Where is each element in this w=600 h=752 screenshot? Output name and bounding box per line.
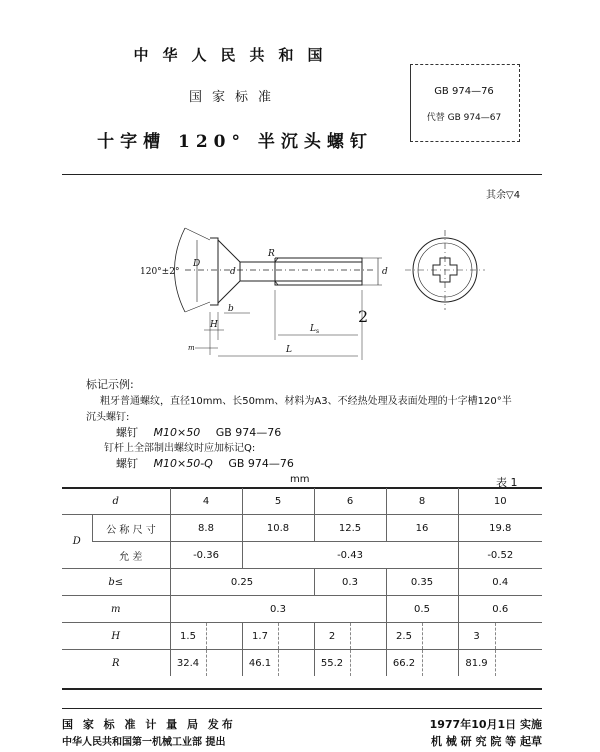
b-cell: 0.3 (314, 569, 386, 596)
d-inner-label: d (230, 267, 236, 277)
example-line1: 粗牙普通螺纹，直径10mm、长50mm、材料为A3、不经热处理及表面处理的十字槽120°半 (100, 396, 512, 407)
row-D-nominal (62, 515, 542, 542)
example-heading: 标记示例: (86, 378, 134, 391)
m-cell: 0.6 (458, 596, 542, 623)
R-cell: 32.4 (170, 650, 206, 677)
d-label: d (382, 267, 388, 277)
mark2-prefix: 螺钉 (116, 457, 138, 470)
D-nominal-cell: 19.8 (458, 515, 542, 542)
b-cell: 0.35 (386, 569, 458, 596)
b-cell: 0.4 (458, 569, 542, 596)
implementation-date: 1977年10月1日 实施 (429, 718, 542, 731)
H-cell: 2 (314, 623, 350, 650)
roughness-note: 其余▽4 (486, 190, 521, 201)
L-label: L (286, 345, 292, 355)
R-cell: 55.2 (314, 650, 350, 677)
row-b (62, 569, 542, 596)
mark2-std: GB 974—76 (228, 457, 294, 470)
Ls-label: L (310, 324, 316, 334)
D-nominal-cell: 16 (386, 515, 458, 542)
m-label: m (188, 344, 195, 352)
D-tol-cell: -0.36 (170, 542, 242, 569)
angle-label: 120°±2° (140, 267, 180, 277)
example-note: 钉杆上全部制出螺纹时应加标记Q: (104, 443, 256, 454)
nominal-label: 公 称 尺 寸 (92, 515, 170, 542)
D-header: D (62, 515, 92, 569)
R-cell: 66.2 (386, 650, 422, 677)
page-title: 十字槽 120° 半沉头螺钉 (97, 132, 373, 152)
m-cell: 0.5 (386, 596, 458, 623)
standard-replaces: 代替 GB 974—67 (426, 113, 502, 123)
row-m (62, 596, 542, 623)
d-cell: 4 (170, 488, 242, 515)
H-cell: 3 (458, 623, 495, 650)
row-H (62, 623, 542, 650)
H-cell: 1.5 (170, 623, 206, 650)
D-label: D (193, 259, 201, 269)
table-unit: mm (290, 474, 310, 485)
screw-head-top (210, 238, 218, 305)
D-nominal-cell: 12.5 (314, 515, 386, 542)
table-bottom-rule (62, 688, 542, 690)
example-mark2 (116, 455, 294, 472)
row-R (62, 650, 542, 677)
R-label: R (268, 249, 275, 259)
issuer: 国 家 标 准 计 量 局 发布 (62, 718, 236, 731)
footer-rule (62, 708, 542, 709)
header-rule (62, 174, 542, 175)
d-header: d (112, 495, 119, 507)
D-tol-cell: -0.52 (458, 542, 542, 569)
d-cell: 6 (314, 488, 386, 515)
mark1-prefix: 螺钉 (116, 426, 138, 439)
R-header: R (62, 650, 170, 677)
D-nominal-cell: 8.8 (170, 515, 242, 542)
proposer: 中华人民共和国第一机械工业部 提出 (62, 737, 226, 748)
tolerance-label: 允 差 (92, 542, 170, 569)
d-cell: 5 (242, 488, 314, 515)
D-tol-cell: -0.43 (242, 542, 458, 569)
m-cell: 0.3 (170, 596, 386, 623)
b-label: b (228, 304, 234, 314)
standard-number: GB 974—76 (434, 86, 494, 97)
d-cell: 10 (458, 488, 542, 515)
mark1-std: GB 974—76 (215, 426, 282, 439)
H-header: H (62, 623, 170, 650)
H-cell: 2.5 (386, 623, 422, 650)
row-D-tolerance (62, 542, 542, 569)
R-cell: 81.9 (458, 650, 495, 677)
example-line2: 沉头螺钉: (86, 412, 130, 423)
standard-number-box (410, 64, 520, 142)
m-header: m (62, 596, 170, 623)
H-label: H (210, 320, 218, 330)
D-nominal-cell: 10.8 (242, 515, 314, 542)
spec-table (62, 488, 542, 676)
thread-end-label: 2 (358, 307, 369, 326)
row-d (62, 488, 542, 515)
mark1-size: M10×50 (153, 426, 201, 439)
screw-drawing (100, 200, 540, 375)
standard-type: 国家标准 (188, 90, 281, 105)
example-mark1 (116, 424, 281, 441)
drafter: 机 械 研 究 院 等 起草 (431, 735, 542, 748)
country-heading: 中华人民共和国 (133, 46, 337, 64)
b-cell: 0.25 (170, 569, 314, 596)
mark2-size: M10×50-Q (153, 457, 213, 470)
screw-head-cone (218, 240, 240, 303)
R-cell: 46.1 (242, 650, 278, 677)
table-label: 表 1 (496, 476, 518, 489)
Ls-subscript: s (316, 328, 320, 335)
b-header: b≤ (62, 569, 170, 596)
H-cell: 1.7 (242, 623, 278, 650)
d-cell: 8 (386, 488, 458, 515)
